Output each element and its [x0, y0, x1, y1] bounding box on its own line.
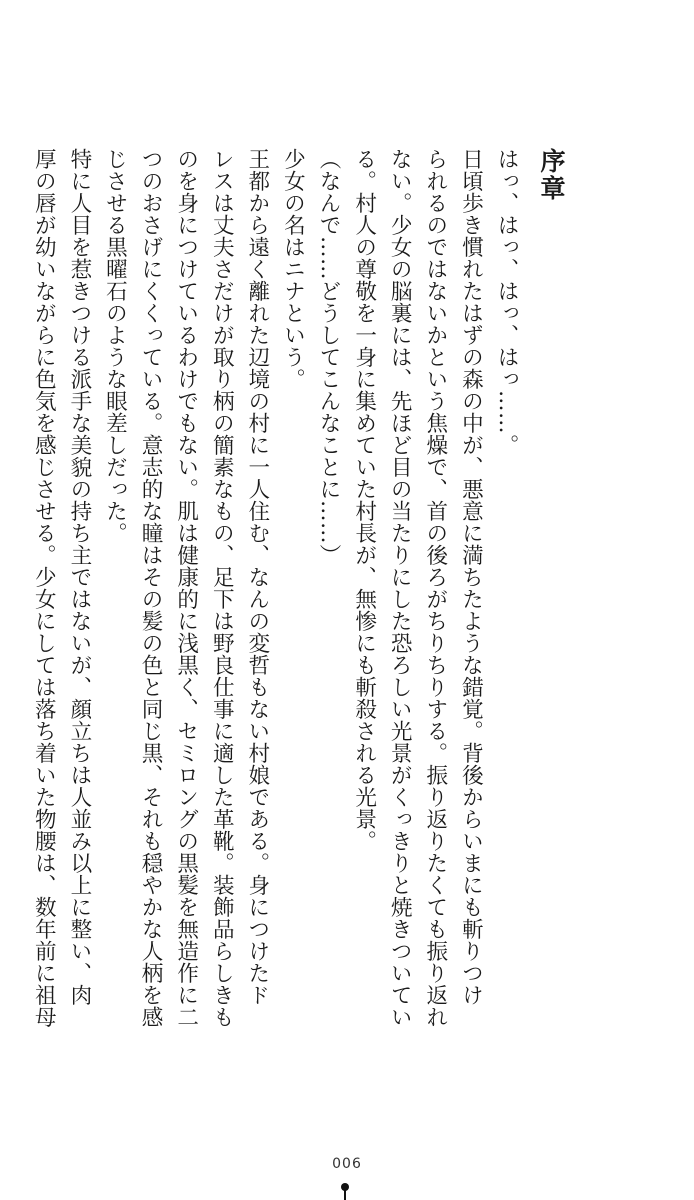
text-line: のを身につけているわけでもない。肌は健康的に浅黒く、セミロングの黒髪を無造作に二	[173, 148, 199, 1028]
text-line: 特に人目を惹きつける派手な美貌の持ち主ではないが、顔立ちは人並み以上に整い、肉	[66, 148, 92, 1006]
text-line: じさせる黒曜石のような眼差しだった。	[102, 148, 128, 544]
body-text	[26, 148, 524, 1028]
page-number: 006	[332, 1156, 362, 1172]
page-marker-stem	[344, 1190, 346, 1200]
text-line: 王都から遠く離れた辺境の村に一人住む、なんの変哲もない村娘である。身につけたド	[244, 148, 270, 1006]
text-line: 日頃歩き慣れたはずの森の中が、悪意に満ちたような錯覚。背後からいまにも斬りつけ	[458, 148, 484, 1006]
text-line: つのおさげにくくっている。意志的な瞳はその髪の色と同じ黒、それも穏やかな人柄を感	[138, 148, 164, 1028]
text-line: る。村人の尊敬を一身に集めていた村長が、無惨にも斬殺される光景。	[351, 148, 377, 852]
text-line: （なんで……どうしてこんなことに……）	[316, 148, 342, 566]
text-line: レスは丈夫さだけが取り柄の簡素なもの、足下は野良仕事に適した革靴。装飾品らしきも	[209, 148, 235, 1028]
text-line: 少女の名はニナという。	[280, 148, 306, 390]
text-line: はっ、はっ、はっ、はっ……。	[494, 148, 519, 456]
text-line: ない。少女の脳裏には、先ほど目の当たりにした恐ろしい光景がくっきりと焼きついてい	[387, 148, 413, 1028]
text-line: 厚の唇が幼いながらに色気を感じさせる。少女にしては落ち着いた物腰は、数年前に祖母	[31, 148, 57, 1028]
text-line: られるのではないかという焦燥で、首の後ろがちりちりする。振り返りたくても振り返れ	[422, 148, 448, 1028]
chapter-title: 序章	[537, 148, 566, 202]
